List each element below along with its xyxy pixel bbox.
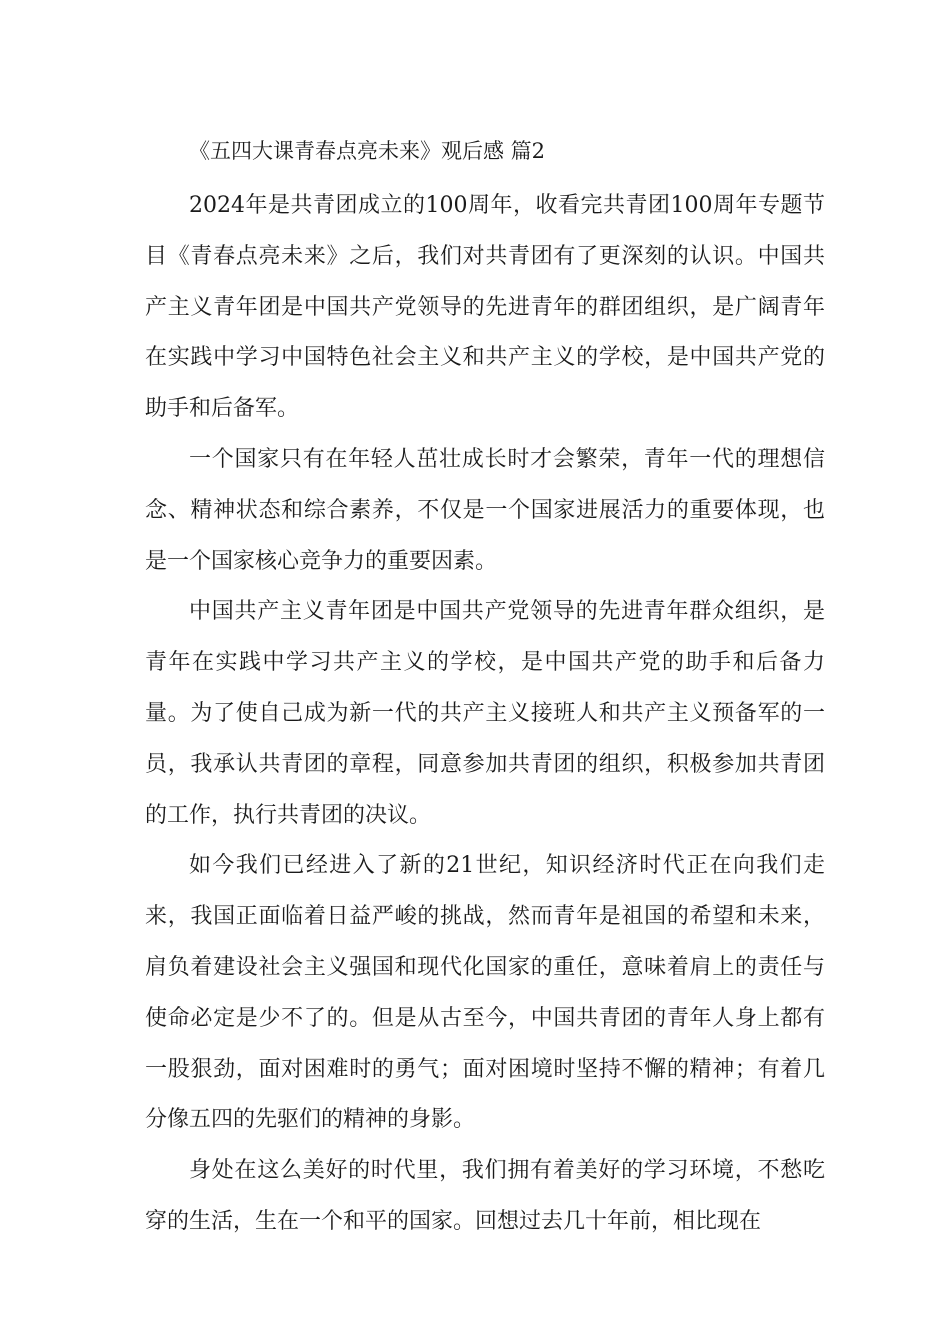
document-body <box>145 181 825 1248</box>
paragraph: 身处在这么美好的时代里，我们拥有着美好的学习环境，不愁吃穿的生活，生在一个和平的国家。回想过去几十年前，相比现在 <box>145 1158 825 1234</box>
document-title: 《五四大课青春点亮未来》观后感 篇2 <box>189 139 546 163</box>
paragraph: 一个国家只有在年轻人茁壮成长时才会繁荣，青年一代的理想信念、精神状态和综合素养，不仅是一个国家进展活力的重要体现，也是一个国家核心竞争力的重要因素。 <box>145 446 825 574</box>
paragraph: 如今我们已经进入了新的21世纪，知识经济时代正在向我们走来，我国正面临着日益严峻的挑战，然而青年是祖国的希望和未来，肩负着建设社会主义强国和现代化国家的重任，意味着肩上的责任与使命必定是少不了的。但是从古至今，中国共青团的青年人身上都有一股狠劲，面对困难时的勇气；面对困境时坚持不懈的精神；有着几分像五四的先驱们的精神的身影。 <box>145 853 825 1133</box>
paragraph: 中国共产主义青年团是中国共产党领导的先进青年群众组织，是青年在实践中学习共产主义的学校，是中国共产党的助手和后备力量。为了使自己成为新一代的共产主义接班人和共产主义预备军的一员，我承认共青团的章程，同意参加共青团的组织，积极参加共青团的工作，执行共青团的决议。 <box>145 599 825 828</box>
paragraph: 2024年是共青团成立的100周年，收看完共青团100周年专题节目《青春点亮未来》之后，我们对共青团有了更深刻的认识。中国共产主义青年团是中国共产党领导的先进青年的群团组织，是广阔青年在实践中学习中国特色社会主义和共产主义的学校，是中国共产党的助手和后备军。 <box>145 193 825 422</box>
